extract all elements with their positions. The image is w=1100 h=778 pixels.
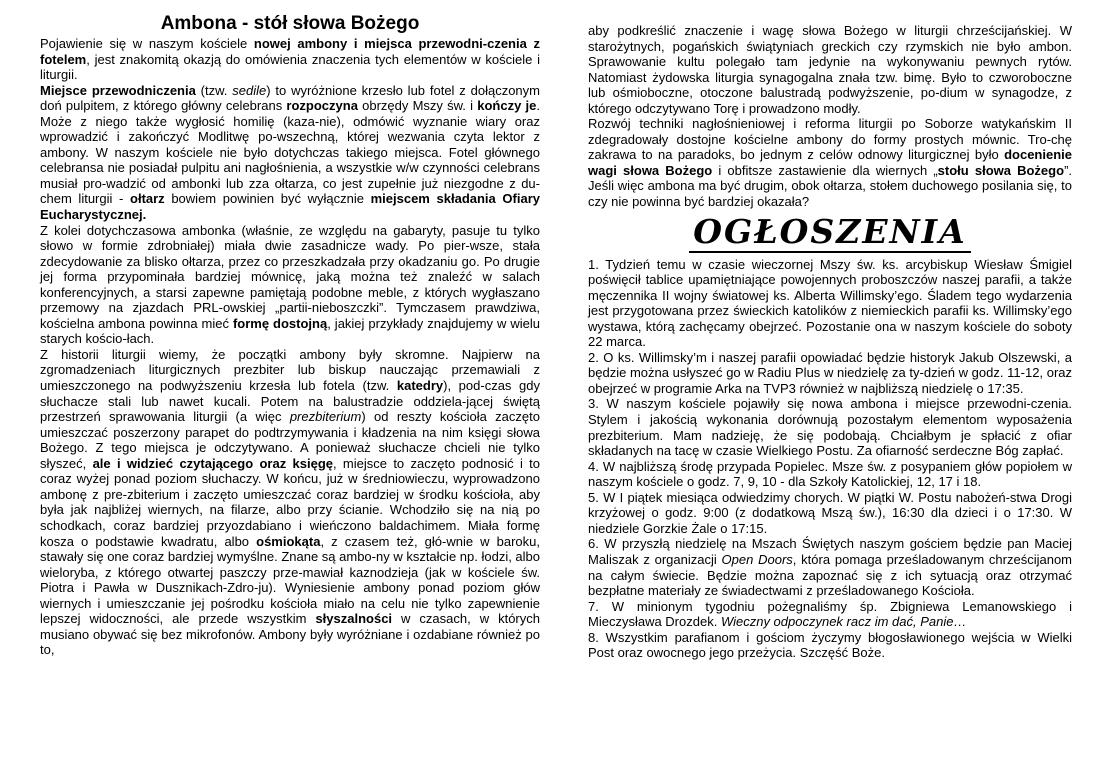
announcements-list <box>588 257 1072 661</box>
bold-text: kończy je <box>477 98 537 114</box>
text-run: i obfitsze zastawienie dla wiernych „ <box>712 162 938 178</box>
bold-text: słyszalności <box>315 611 393 627</box>
text-run: 1. Tydzień temu w czasie wieczornej Mszy św. ks. arcybiskup Wiesław Śmigiel poświęcił tablice upamiętniające powojennych proboszczów naszej parafii, a także męczennika II wojny światowej ks. Alberta Willimsky’ego. Śladem tego wydarzenia jest przygotowana przez świeckich katolików z niemieckich parafii ks. Willimsky’ego wystawa, którą zachęcamy obejrzeć. Pozostanie ona w naszym kościele do soboty 22 marca. <box>588 256 1072 350</box>
text-run: ), pod-czas gdy słuchacze stali lub nawet kucali. Potem na balustradzie oddziela-jącej świętą przestrzeń sprawowania liturgii (a więc <box>40 378 541 425</box>
text-run: (tzw. <box>195 82 233 98</box>
bold-text: ale i widzieć czytającego oraz księgę <box>92 455 333 471</box>
italic-text: prezbiterium <box>289 409 362 425</box>
article-paragraph <box>40 347 540 658</box>
text-run: 2. O ks. Willimsky’m i naszej parafii opowiadać będzie historyk Jakub Olszewski, a będzie można usłyszeć go w Radiu Plus w niedzielę za ty-dzień w godz. 11-12, oraz obejrzeć w programie Arka na TVP3 również w najbliższą niedzielę o 17:35. <box>588 349 1072 396</box>
text-run: bowiem powinien być wyłącznie <box>164 191 371 207</box>
bold-text: ołtarz <box>130 191 165 207</box>
article-paragraph <box>588 116 1072 209</box>
announcements-title-text: OGŁOSZENIA <box>689 212 970 253</box>
announcement-item <box>588 536 1072 598</box>
article-paragraph <box>40 223 540 347</box>
bold-text: katedry <box>396 378 444 394</box>
announcement-item <box>588 257 1072 350</box>
text-run: , z czasem też, głó-wnie w baroku, stawały się one coraz bardziej wymyślne. Znane są ambo-ny w kształcie np. łodzi, albo wieloryba, z którego otwartej paszczy prze-mawiał kaznodzieja (jak w kościele św. Piotra i Pawła w Dusznikach-Zdro-ju). Wyniesienie ambony ponad poziom głów wiernych i umieszczanie jej pośrodku kościoła miało na celu nie tylko zapewnienie lepszej widoczności, ale przede wszystkim <box>40 533 541 627</box>
text-run: ) to wyróżnione krzesło lub fotel z dołączonym doń pulpitem, z którego główny celebrans <box>40 82 540 114</box>
bold-text: docenienie wagi słowa Bożego <box>588 147 1072 178</box>
text-run: 5. W I piątek miesiąca odwiedzimy chorych. W piątki W. Postu nabożeń-stwa Drogi krzyżowej o godz. 9:00 (z dodatkową Mszą św.), 16:30 dla dzieci i o 17:30. W niedziele Gorzkie Żale o 17:15. <box>588 489 1072 536</box>
text-run: 4. W najbliższą środę przypada Popielec. Msze św. z posypaniem głów popiołem w naszym kościele o godz. 7, 9, 10 - dla Szkoły Katolickiej, 12, 17 i 18. <box>588 458 1072 490</box>
bold-text: miejscem składania Ofiary Eucharystycznej. <box>40 191 540 223</box>
text-run: Z historii liturgii wiemy, że początki ambony były skromne. Najpierw na zgromadzeniach liturgicznych prezbiter lub biskup nauczając przemawiali z umieszczonego na podwyższeniu krzesła lub fotela (tzw. <box>40 346 540 394</box>
text-run: , która pomaga prześladowanym chrześcijanom na całym świecie. Będzie można zapoznać się z ich sytuacją oraz otrzymać bezpłatne materiały ze świadectwami z prześladowanego Kościoła. <box>588 551 1073 599</box>
text-run: aby podkreślić znaczenie i wagę słowa Bożego w liturgii chrześcijańskiej. W starożytnych, pogańskich świątyniach greckich czy rzymskich nie było ambon. Sprawowanie kultu polegało tam jedynie na wykonywaniu pewnych rytów. Natomiast żydowska liturgia synagogalna znała tzw. bimę. Było to czworoboczne lub ośmioboczne, otoczone balustradą podwyższenie, po-dium w synagodze, z którego odczytywano Torę i prowadzono modły. <box>588 23 1072 116</box>
text-run: Pojawienie się w naszym kościele <box>40 36 254 51</box>
text-run: 8. Wszystkim parafianom i gościom życzymy błogosławionego wejścia w Wielki Post oraz owocnego jego przeżycia. Szczęść Boże. <box>588 629 1072 661</box>
text-run: , jakiej przykłady znajdujemy w wielu starych kościo-łach. <box>40 315 540 347</box>
text-run: 3. W naszym kościele pojawiły się nowa ambona i miejsce przewodni-czenia. Stylem i jakością wykonania dorównują pozostałym elementom wyposażenia prezbiterium. Mam nadzieję, że się podobają. Chciałbym je spłacić z ofiar składanych na tacę w czasie Wielkiego Postu. Za ofiarność serdeczne Bóg zapłać. <box>588 396 1072 459</box>
text-run: Rozwój techniki nagłośnieniowej i reforma liturgii po Soborze watykańskim II zdegradowały dostojne kościelne ambony do formy prostych mównic. Tro-chę zakrawa to na paradoks, bo jednym z celów odnowy liturgicznej było <box>588 116 1072 163</box>
italic-text: sedile <box>232 82 267 98</box>
text-run: ”. Jeśli więc ambona ma być drugim, obok ołtarza, stołem duchowego posilania się, to czy nie powinna być bardziej okazała? <box>588 162 1073 210</box>
bold-text: nowej ambony i miejsca przewodni-czenia z fotelem <box>40 36 540 67</box>
text-run: ) od reszty kościoła zaczęto umieszczać poszerzony parapet do podtrzymywania i kładzenia na nim księgi słowa Bożego. Z tego miejsca je odczytywano. A ponieważ słuchacze chcieli nie tylko słyszeć, <box>40 409 540 471</box>
text-run: Z kolei dotychczasowa ambonka (właśnie, ze względu na gabaryty, pasuje tu tylko słowo w formie zdrobniałej) miała dwie zasadnicze wady. Po pier-wsze, stała zdecydowanie za blisko ołtarza, przez co przeszkadzała przy okadzaniu go. Po drugie jej forma przypominała bardziej mównicę, jaką można też znaleźć w salach konferencyjnych, a starsi zapewne pamiętają podobne meble, z których wygłaszano przemowy na zjazdach PRL-owskiej „partii-nieboszczki”. Tymczasem prawdziwa, kościelna ambona powinna mieć <box>40 222 540 331</box>
text-run: . Może z niego także wygłosić homilię (kaza-nie), odmówić wyznanie wiary oraz wprowadzić i zakończyć Modlitwę po-wszechną, której wezwania czyta lektor z ambony. W naszym kościele nie było dotychczas takiego miejsca. Fotel głównego celebransa nie posiadał pulpitu ani nagłośnienia, a wszystkie w/w czynności celebrans musiał pro-wadzić od ambonki lub zza ołtarza, co jest zupełnie już niezgodne z du-chem liturgii - <box>40 98 540 207</box>
text-run: obrzędy Mszy św. i <box>357 98 478 114</box>
text-run: , miejsce to zaczęto podnosić i to coraz wyżej ponad poziom słuchaczy. W końcu, już w średniowieczu, wyprowadzono ambonę z pre-zbiterium i zaczęto umieszczać coraz bardziej w środku kościoła, aby była jak najbliżej wiernych, na filarze, albo przy ścianie. Wchodziło się na nią po schodkach, coraz bardziej przyozdabiano i wieńczono baldachimem. Miała formę kosza o podstawie kwadratu, albo <box>40 455 541 549</box>
text-run: 7. W minionym tygodniu pożegnaliśmy śp. Zbigniewa Lemanowskiego i Mieczysława Drozdek. <box>588 598 1072 630</box>
article-paragraph <box>40 83 540 223</box>
italic-text: Wieczny odpoczynek racz im dać, Panie… <box>720 614 967 630</box>
bold-text: Miejsce przewodniczenia <box>40 82 196 98</box>
bold-text: formę dostojną <box>232 315 328 331</box>
text-run: 6. W przyszłą niedzielę na Mszach Świętych naszym gościem będzie pan Maciej Maliszak z organizacji <box>588 536 1072 567</box>
left-column <box>40 0 540 658</box>
announcements-title <box>588 213 1072 251</box>
italic-text: Open Doors <box>721 551 793 567</box>
article-title: Ambona - stół słowa Bożego <box>160 13 420 34</box>
article-body <box>40 36 540 658</box>
announcement-item <box>588 459 1072 490</box>
bold-text: ośmiokąta <box>256 533 321 549</box>
article-paragraph <box>40 36 540 83</box>
text-run: w czasach, w których musiano obywać się bez mikrofonów. Ambony były wyróżniane i ozdabiane również po to, <box>40 611 540 658</box>
announcement-item <box>588 350 1072 397</box>
announcement-item <box>588 599 1072 630</box>
announcement-item <box>588 396 1072 458</box>
article-paragraph <box>588 23 1072 116</box>
announcement-item <box>588 490 1072 537</box>
article-continued <box>588 23 1072 210</box>
text-run: , jest znakomitą okazją do omówienia znaczenia tych elementów w kościele i liturgii. <box>40 51 540 83</box>
announcement-item <box>588 630 1072 661</box>
right-column <box>588 0 1072 661</box>
bold-text: rozpoczyna <box>286 98 358 114</box>
bold-text: stołu słowa Bożego <box>937 162 1065 178</box>
